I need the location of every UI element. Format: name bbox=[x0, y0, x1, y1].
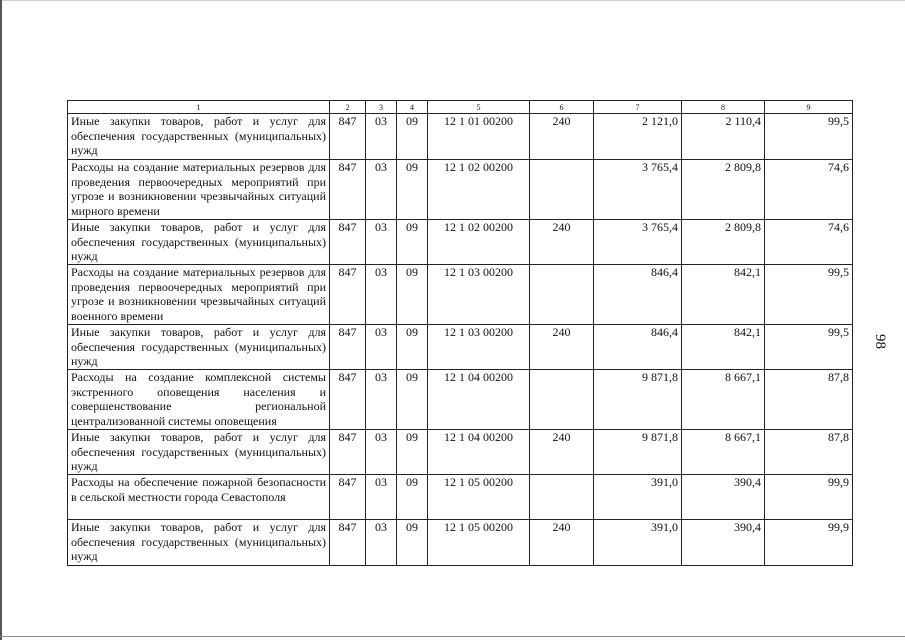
planned-amount: 846,4 bbox=[594, 325, 682, 370]
planned-amount: 9 871,8 bbox=[594, 370, 682, 430]
ministry-code: 847 bbox=[330, 520, 366, 566]
column-number: 2 bbox=[330, 101, 366, 114]
column-number: 9 bbox=[765, 101, 853, 114]
execution-percent: 99,5 bbox=[765, 265, 853, 325]
section-code: 03 bbox=[366, 220, 397, 265]
planned-amount: 846,4 bbox=[594, 265, 682, 325]
expense-description: Расходы на создание материальных резервов для проведения первоочередных мероприятий при угрозе и возникновении чрезвычайных ситуаций мирного времени bbox=[68, 160, 330, 220]
expense-description: Иные закупки товаров, работ и услуг для обеспечения государственных (муниципальных) нужд bbox=[68, 430, 330, 475]
column-number: 5 bbox=[428, 101, 530, 114]
execution-percent: 99,9 bbox=[765, 475, 853, 520]
execution-percent: 99,5 bbox=[765, 114, 853, 160]
expense-type-code: 240 bbox=[530, 520, 594, 566]
ministry-code: 847 bbox=[330, 370, 366, 430]
subsection-code: 09 bbox=[397, 475, 428, 520]
planned-amount: 2 121,0 bbox=[594, 114, 682, 160]
subsection-code: 09 bbox=[397, 370, 428, 430]
ministry-code: 847 bbox=[330, 114, 366, 160]
expense-description: Иные закупки товаров, работ и услуг для обеспечения государственных (муниципальных) нужд bbox=[68, 220, 330, 265]
section-code: 03 bbox=[366, 114, 397, 160]
planned-amount: 9 871,8 bbox=[594, 430, 682, 475]
target-article-code: 12 1 05 00200 bbox=[428, 475, 530, 520]
column-number: 4 bbox=[397, 101, 428, 114]
section-code: 03 bbox=[366, 160, 397, 220]
execution-percent: 87,8 bbox=[765, 430, 853, 475]
expense-type-code: 240 bbox=[530, 114, 594, 160]
column-number: 7 bbox=[594, 101, 682, 114]
subsection-code: 09 bbox=[397, 114, 428, 160]
page-number: 98 bbox=[872, 334, 888, 349]
section-code: 03 bbox=[366, 520, 397, 566]
column-number: 6 bbox=[530, 101, 594, 114]
expense-description: Расходы на создание материальных резервов для проведения первоочередных мероприятий при угрозе и возникновении чрезвычайных ситуаций военного времени bbox=[68, 265, 330, 325]
ministry-code: 847 bbox=[330, 160, 366, 220]
table-row bbox=[68, 325, 853, 370]
budget-execution-table bbox=[67, 100, 853, 566]
expense-type-code: 240 bbox=[530, 325, 594, 370]
executed-amount: 390,4 bbox=[682, 475, 765, 520]
subsection-code: 09 bbox=[397, 325, 428, 370]
section-code: 03 bbox=[366, 430, 397, 475]
table-row bbox=[68, 220, 853, 265]
column-number-row bbox=[68, 101, 853, 114]
expense-type-code: 240 bbox=[530, 430, 594, 475]
table-row bbox=[68, 520, 853, 566]
expense-type-code bbox=[530, 370, 594, 430]
target-article-code: 12 1 04 00200 bbox=[428, 370, 530, 430]
subsection-code: 09 bbox=[397, 265, 428, 325]
execution-percent: 74,6 bbox=[765, 220, 853, 265]
table-row bbox=[68, 265, 853, 325]
table-row bbox=[68, 370, 853, 430]
planned-amount: 3 765,4 bbox=[594, 220, 682, 265]
executed-amount: 842,1 bbox=[682, 325, 765, 370]
table-row bbox=[68, 475, 853, 520]
expense-type-code bbox=[530, 475, 594, 520]
planned-amount: 391,0 bbox=[594, 520, 682, 566]
scan-top-edge bbox=[0, 0, 905, 1]
target-article-code: 12 1 03 00200 bbox=[428, 325, 530, 370]
ministry-code: 847 bbox=[330, 430, 366, 475]
expense-description: Иные закупки товаров, работ и услуг для обеспечения государственных (муниципальных) нужд bbox=[68, 114, 330, 160]
expense-type-code: 240 bbox=[530, 220, 594, 265]
table-row bbox=[68, 160, 853, 220]
execution-percent: 99,5 bbox=[765, 325, 853, 370]
table-row bbox=[68, 430, 853, 475]
target-article-code: 12 1 01 00200 bbox=[428, 114, 530, 160]
target-article-code: 12 1 04 00200 bbox=[428, 430, 530, 475]
ministry-code: 847 bbox=[330, 265, 366, 325]
target-article-code: 12 1 05 00200 bbox=[428, 520, 530, 566]
execution-percent: 99,9 bbox=[765, 520, 853, 566]
section-code: 03 bbox=[366, 265, 397, 325]
expense-type-code bbox=[530, 160, 594, 220]
executed-amount: 2 110,4 bbox=[682, 114, 765, 160]
section-code: 03 bbox=[366, 370, 397, 430]
ministry-code: 847 bbox=[330, 325, 366, 370]
subsection-code: 09 bbox=[397, 430, 428, 475]
executed-amount: 8 667,1 bbox=[682, 430, 765, 475]
executed-amount: 8 667,1 bbox=[682, 370, 765, 430]
planned-amount: 3 765,4 bbox=[594, 160, 682, 220]
ministry-code: 847 bbox=[330, 220, 366, 265]
executed-amount: 842,1 bbox=[682, 265, 765, 325]
expense-description: Иные закупки товаров, работ и услуг для обеспечения государственных (муниципальных) нужд bbox=[68, 325, 330, 370]
expense-description: Иные закупки товаров, работ и услуг для обеспечения государственных (муниципальных) нужд bbox=[68, 520, 330, 566]
execution-percent: 74,6 bbox=[765, 160, 853, 220]
section-code: 03 bbox=[366, 325, 397, 370]
table-row bbox=[68, 114, 853, 160]
target-article-code: 12 1 02 00200 bbox=[428, 220, 530, 265]
execution-percent: 87,8 bbox=[765, 370, 853, 430]
expense-description: Расходы на создание комплексной системы экстренного оповещения населения и совершенствование региональной централизованной системы оповещения bbox=[68, 370, 330, 430]
target-article-code: 12 1 02 00200 bbox=[428, 160, 530, 220]
column-number: 1 bbox=[68, 101, 330, 114]
executed-amount: 2 809,8 bbox=[682, 160, 765, 220]
section-code: 03 bbox=[366, 475, 397, 520]
column-number: 8 bbox=[682, 101, 765, 114]
scan-bottom-edge bbox=[0, 636, 905, 637]
subsection-code: 09 bbox=[397, 160, 428, 220]
target-article-code: 12 1 03 00200 bbox=[428, 265, 530, 325]
ministry-code: 847 bbox=[330, 475, 366, 520]
subsection-code: 09 bbox=[397, 220, 428, 265]
executed-amount: 2 809,8 bbox=[682, 220, 765, 265]
expense-description: Расходы на обеспечение пожарной безопасности в сельской местности города Севастополя bbox=[68, 475, 330, 520]
planned-amount: 391,0 bbox=[594, 475, 682, 520]
expense-type-code bbox=[530, 265, 594, 325]
scan-left-edge bbox=[0, 0, 2, 640]
subsection-code: 09 bbox=[397, 520, 428, 566]
column-number: 3 bbox=[366, 101, 397, 114]
executed-amount: 390,4 bbox=[682, 520, 765, 566]
